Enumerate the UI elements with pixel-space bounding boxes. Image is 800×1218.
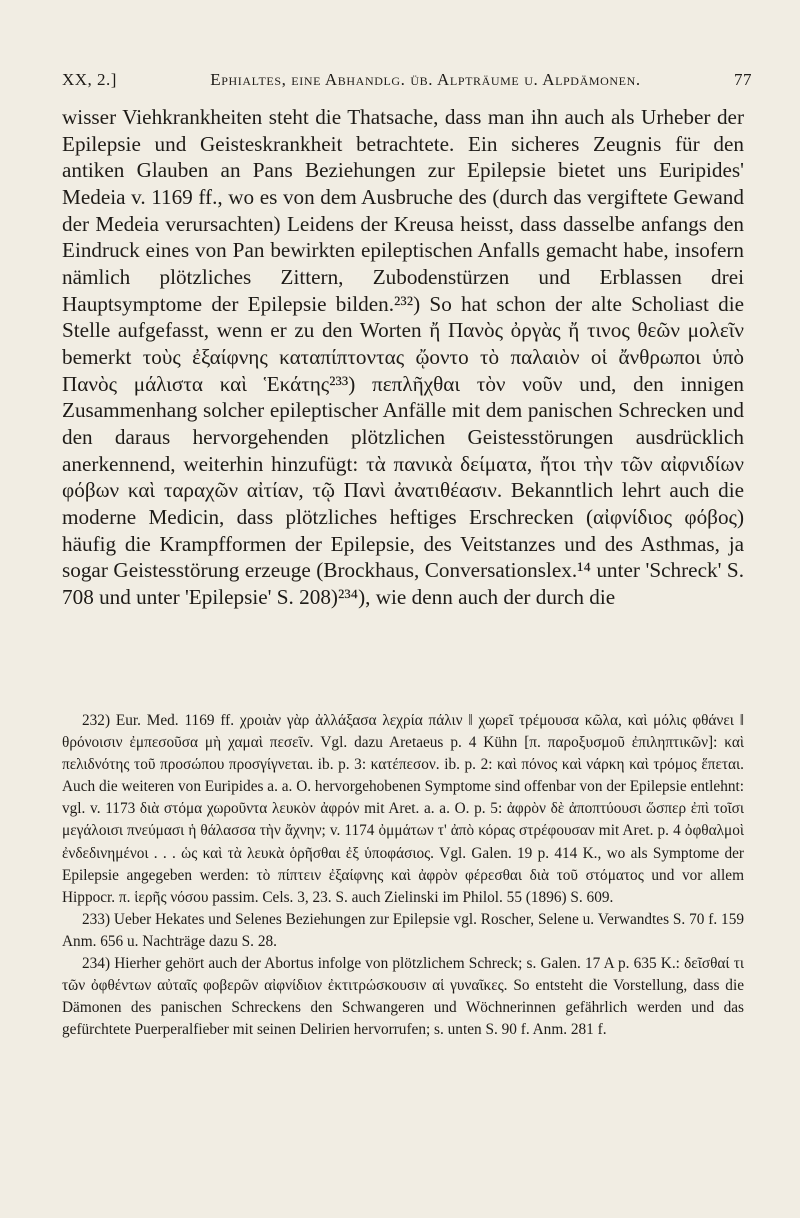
running-head: [62, 70, 752, 90]
main-text: [62, 104, 744, 610]
footnote-233: 233) Ueber Hekates und Selenes Beziehungen zur Epilepsie vgl. Roscher, Selene u. Verwandtes S. 70 f. 159 Anm. 656 u. Nachträge dazu S. 28.: [62, 910, 744, 950]
page-number: 77: [733, 70, 752, 89]
footnote-232: 232) Eur. Med. 1169 ff. χροιὰν γὰρ ἀλλάξασα λεχρία πάλιν ‖ χωρεῖ τρέμουσα κῶλα, καὶ μόλις φθάνει ‖ θρόνοισιν ἐμπεσοῦσα μὴ χαμαὶ πεσεῖν. Vgl. dazu Aretaeus p. 4 Kühn [π. παροξυσμοῦ ἐπιληπτικῶν]: καὶ πελιδνότης τοῦ προσώπου προσγίγνεται. ib. p. 3: κατέπεσον. ib. p. 2: καὶ πόνος καὶ νάρκη καὶ τρόμος ἕπεται. Auch die weiteren von Euripides a. a. O. hervorgehobenen Symptome sind offenbar von der Epilepsie entlehnt: vgl. v. 1173 διὰ στόμα χωροῦντα λευκὸν ἀφρόν mit Aret. a. a. O. p. 5: ἀφρὸν δὲ ἀποπτύουσι ὥσπερ ἐπὶ τοῖσι μεγάλοισι πνεύμασι ἡ θάλασσα τὴν ἄχνην; v. 1174 ὀμμάτων τ' ἀπὸ κόρας στρέφουσαν mit Aret. p. 4 ὀφθαλμοὶ ἐνδεδινημένοι . . . ὡς καὶ τὰ λευκὰ ὁρῆσθαι ἐξ ὑποφάσιος. Vgl. Galen. 19 p. 414 K., wo als Symptome der Epilepsie angegeben werden: τὸ πίπτειν ἐξαίφνης καὶ ἀφρὸν φέρεσθαι διὰ τοῦ στόματος und vor allem Hippocr. π. ἱερῆς νόσου passim. Cels. 3, 23. S. auch Zielinski im Philol. 55 (1896) S. 609.: [62, 712, 744, 906]
footnote-234: 234) Hierher gehört auch der Abortus infolge von plötzlichem Schreck; s. Galen. 17 A p. 635 K.: δεῖσθαί τι τῶν ὀφθέντων αὐταῖς φοβερῶν αἰφνίδιον ἐκτιτρώσκουσιν αἱ γυναῖκες. So entsteht die Vorstellung, dass die Dämonen des panischen Schreckens den Schwangeren und Wöchnerinnen gefährlich werden und das gefürchtete Puerperalfieber mit seinen Delirien hervorrufen; s. unten S. 90 f. Anm. 281 f.: [62, 955, 744, 1039]
footnotes: [62, 710, 744, 1041]
running-title: Ephialtes, eine Abhandlg. üb. Alpträume u. Alpdämonen.: [210, 70, 641, 89]
volume-section: XX, 2.]: [62, 70, 117, 89]
body-paragraph: wisser Viehkrankheiten steht die Thatsache, dass man ihn auch als Urheber der Epilepsie und Geisteskrankheit betrachtete. Ein sicheres Zeugnis für den antiken Glauben an Pans Beziehungen zur Epilepsie bietet uns Euripides' Medeia v. 1169 ff., wo es von dem Ausbruche des (durch das vergiftete Gewand der Medeia verursachten) Leidens der Kreusa heisst, dass dasselbe anfangs den Eindruck eines von Pan bewirkten epileptischen Anfalls gemacht habe, insofern nämlich plötzliches Zittern, Zubodenstürzen und Erblassen drei Hauptsymptome der Epilepsie bilden.²³²) So hat schon der alte Scholiast die Stelle aufgefasst, wenn er zu den Worten ἤ Πανὸς ὀργὰς ἤ τινος θεῶν μολεῖν bemerkt τοὺς ἐξαίφνης καταπίπτοντας ᾤοντο τὸ παλαιὸν οἱ ἄνθρωποι ὑπὸ Πανὸς μάλιστα καὶ Ἑκάτης²³³) πεπλῆχθαι τὸν νοῦν und, den innigen Zusammenhang solcher epileptischer Anfälle mit dem panischen Schrecken und den daraus hervorgehenden plötzlichen Geistesstörungen ausdrücklich anerkennend, weiterhin hinzufügt: τὰ πανικὰ δείματα, ἤτοι τὴν τῶν αἰφνιδίων φόβων καὶ ταραχῶν αἰτίαν, τῷ Πανὶ ἀνατιθέασιν. Bekanntlich lehrt auch die moderne Medicin, dass plötzliches heftiges Erschrecken (αἰφνίδιος φόβος) häufig die Krampfformen der Epilepsie, des Veitstanzes und des Asthmas, ja sogar Geistesstörung erzeuge (Brockhaus, Conversationslex.¹⁴ unter 'Schreck' S. 708 und unter 'Epilepsie' S. 208)²³⁴), wie denn auch der durch die: [62, 105, 744, 609]
